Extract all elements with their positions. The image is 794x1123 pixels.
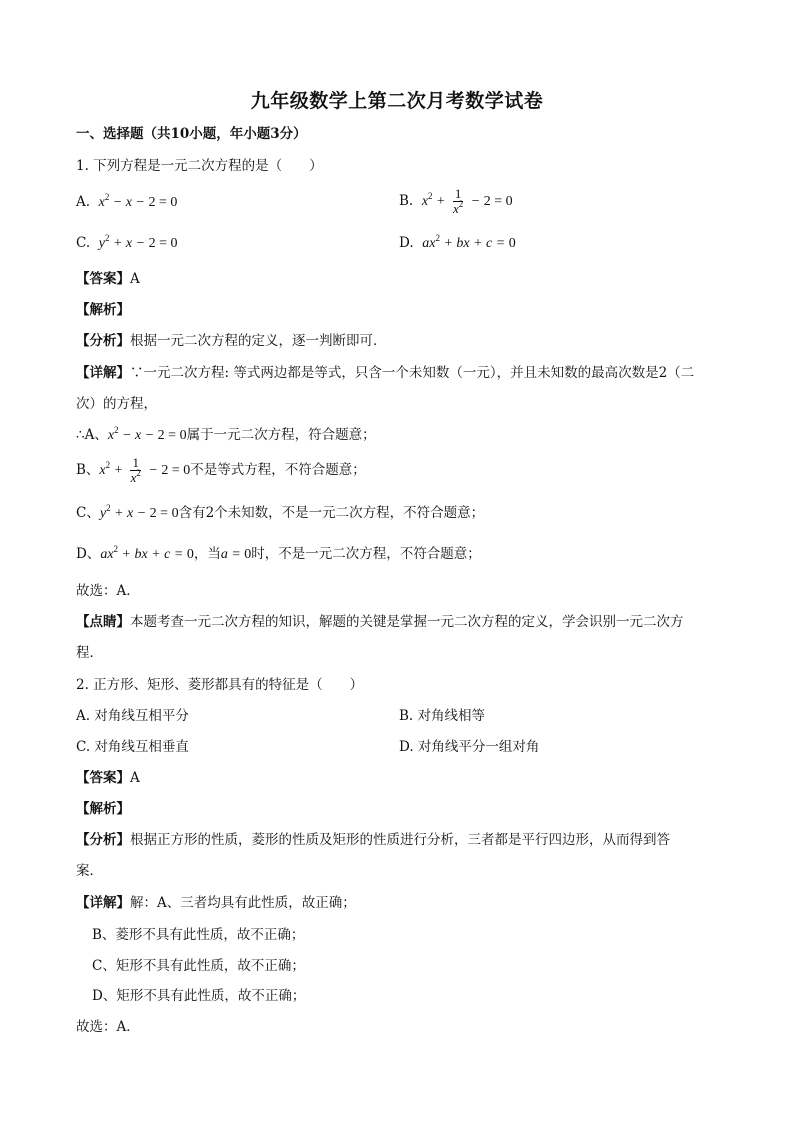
q1-xiangjie-tag: 【详解】 <box>76 365 130 381</box>
q2-answer <box>76 768 140 788</box>
q2-analysis-tag: 【解析】 <box>76 801 130 817</box>
q1-xiangjie <box>76 363 694 383</box>
q1-fenxi <box>76 331 387 351</box>
q1-fenxi-tag: 【分析】 <box>76 333 130 349</box>
q1-choose: 故选：A． <box>76 583 140 599</box>
q1-option-a-label: A. <box>76 194 91 210</box>
q1-line-a-prefix: ∴A、 <box>76 427 108 443</box>
q1-option-b <box>399 183 513 220</box>
q1-answer <box>76 269 140 289</box>
q1-xiangjie-text-2: 次）的方程， <box>76 396 157 412</box>
q2-choose: 故选：A． <box>76 1019 140 1035</box>
q1-line-b <box>76 452 366 489</box>
q1-option-b-equation: $x^2$ + $\frac{1}{x^2}$ − 2 = 0 <box>421 186 513 217</box>
q2-xiangjie-text-2: B、菱形不具有此性质，故不正确； <box>92 927 305 943</box>
q1-analysis-tag: 【解析】 <box>76 302 130 318</box>
q1-line-b-equation: $x^2$ + $\frac{1}{x^2}$ − 2 = 0 <box>99 455 191 486</box>
q2-option-c: C. 对角线互相垂直 <box>76 739 189 755</box>
q1-option-a-equation: $x^2 - x - 2 = 0$ <box>98 192 178 210</box>
q1-line-c-prefix: C、 <box>76 505 100 521</box>
q2-answer-value: A <box>130 770 140 786</box>
q2-option-b: B. 对角线相等 <box>399 708 486 724</box>
q2-xiangjie-text-1: 解：A、三者均具有此性质，故正确； <box>130 895 356 911</box>
q1-option-a <box>76 192 177 213</box>
q2-fenxi-text-1: 根据正方形的性质，菱形的性质及矩形的性质进行分析，三者都是平行四边形，从而得到答 <box>130 832 670 848</box>
q1-line-a <box>76 425 376 446</box>
q1-answer-value: A <box>130 271 140 287</box>
q1-option-d <box>399 233 516 254</box>
page-title: 九年级数学上第二次月考数学试卷 <box>250 90 544 112</box>
q1-line-d-condition: a = 0 <box>220 547 252 562</box>
q2-answer-tag: 【答案】 <box>76 770 130 786</box>
q2-xiangjie-text-3: C、矩形不具有此性质，故不正确； <box>92 958 305 974</box>
q2-stem: 2. 正方形、矩形、菱形都具有的特征是（ ） <box>76 677 364 693</box>
q1-option-c <box>76 233 177 254</box>
q2-xiangjie <box>76 893 356 913</box>
section-heading: 一、选择题（共10小题，年小题3分） <box>76 126 307 142</box>
q1-line-d-mid: ，当 <box>193 546 221 562</box>
q1-option-b-label: B. <box>399 193 414 209</box>
q2-option-a: A. 对角线互相平分 <box>76 708 189 724</box>
q2-xiangjie-text-4: D、矩形不具有此性质，故不正确； <box>92 988 306 1004</box>
q1-line-d <box>76 544 481 565</box>
q2-xiangjie-tag: 【详解】 <box>76 895 130 911</box>
q1-line-d-equation: $ax^2$ + bx + c = 0 <box>100 544 194 562</box>
q1-option-c-equation: $y^2 + x - 2 = 0$ <box>98 233 178 251</box>
q2-fenxi-tag: 【分析】 <box>76 832 130 848</box>
q1-xiangjie-text-1: ∵一元二次方程: 等式两边都是等式，只含一个未知数（一元），并且未知数的最高次数是2（二 <box>130 365 695 381</box>
q1-option-d-equation: $ax^2$ + bx + c = 0 <box>422 233 516 251</box>
q1-option-c-label: C. <box>76 235 91 251</box>
q1-line-c-equation: $y^2 + x - 2 = 0$ <box>99 503 179 521</box>
q1-line-b-suffix: 不是等式方程，不符合题意； <box>190 462 366 478</box>
q2-option-d: D. 对角线平分一组对角 <box>399 739 540 755</box>
q1-line-a-equation: $x^2 - x - 2 = 0$ <box>107 425 187 443</box>
q1-line-c-suffix: 含有2个未知数，不是一元二次方程，不符合题意； <box>178 505 485 521</box>
q1-dianjing-tag: 【点睛】 <box>76 614 130 630</box>
q2-fenxi <box>76 830 670 850</box>
q1-dianjing-text-2: 程． <box>76 645 103 661</box>
q1-line-d-suffix: 时，不是一元二次方程，不符合题意； <box>251 546 481 562</box>
q1-stem: 1. 下列方程是一元二次方程的是（ ） <box>76 158 323 174</box>
q1-line-c <box>76 503 484 524</box>
q1-line-a-suffix: 属于一元二次方程，符合题意； <box>186 427 376 443</box>
q2-fenxi-text-2: 案． <box>76 863 103 879</box>
q1-dianjing <box>76 612 684 632</box>
q1-line-d-prefix: D、 <box>76 546 101 562</box>
q1-option-d-label: D. <box>399 235 414 251</box>
q1-answer-tag: 【答案】 <box>76 271 130 287</box>
q1-dianjing-text-1: 本题考查一元二次方程的知识，解题的关键是掌握一元二次方程的定义，学会识别一元二次方 <box>130 614 684 630</box>
q1-line-b-prefix: B、 <box>76 462 100 478</box>
q1-fenxi-text: 根据一元二次方程的定义，逐一判断即可． <box>130 333 387 349</box>
